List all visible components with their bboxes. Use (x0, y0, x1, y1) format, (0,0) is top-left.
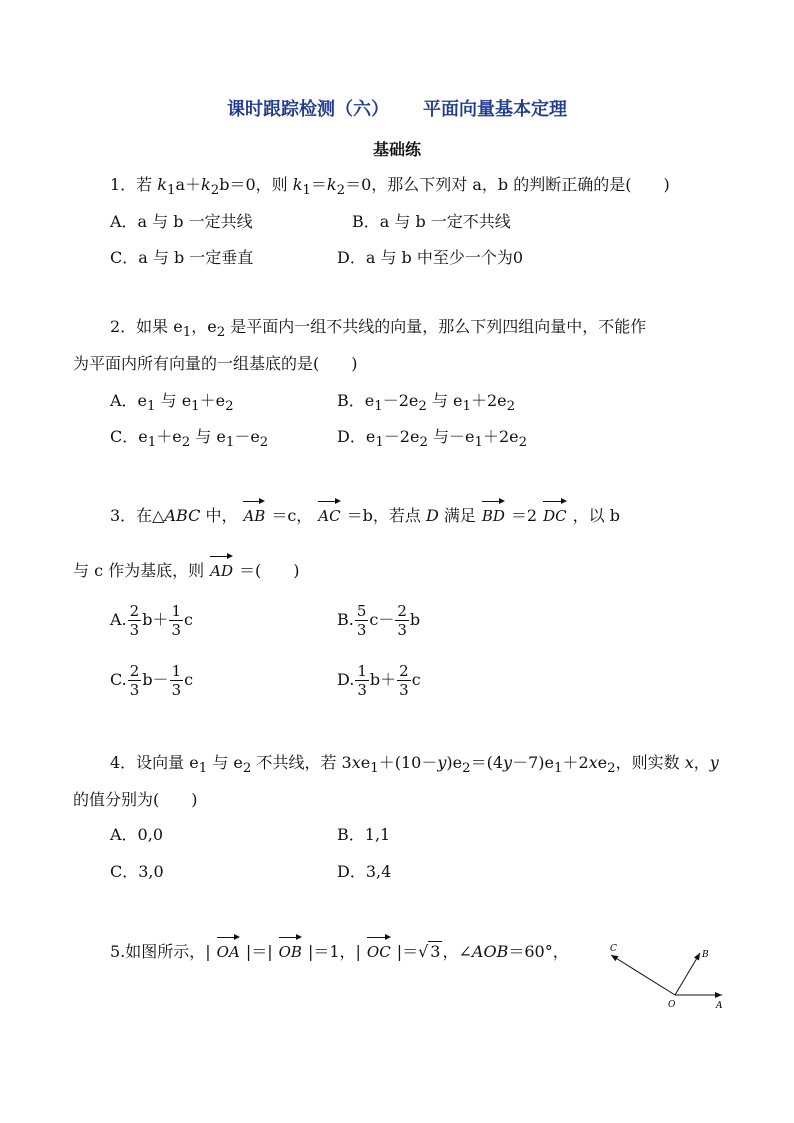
question-2-stem-line2: 为平面内所有向量的一组基底的是( ) (73, 354, 358, 373)
section-heading: 基础练 (372, 140, 421, 159)
label-c: C (610, 944, 617, 954)
vector-figure (600, 935, 740, 1010)
q1-option-a: A．a 与 b 一定共线 (110, 212, 253, 231)
label-o: O (668, 1000, 676, 1010)
q2-option-c: C．$e_1+e_2$ 与 $e_1-e_2$ (110, 427, 269, 451)
q4-option-d: D．3,4 (337, 862, 392, 881)
q3-option-c: C. $\frac{2}{3}$ b－ $\frac{1}{3}$ c (110, 662, 194, 699)
question-2-stem-line1: 2．如果 $e_1$，$e_2$ 是平面内一组不共线的向量，那么下列四组向量中，不能作 (110, 317, 647, 341)
q4-option-a: A．0,0 (110, 825, 164, 844)
vector-bd: BD (482, 501, 505, 527)
q4-option-b: B．1,1 (337, 825, 391, 844)
q2-option-b: B．$e_1-2e_2$ 与 $e_1+2e_2$ (337, 391, 516, 415)
vector-oc: OC (367, 937, 391, 963)
vector-ac: AC (318, 501, 340, 527)
q1-option-b: B．a 与 b 一定不共线 (352, 212, 511, 231)
q2-option-d: D．$e_1-2e_2$ 与$-e_1+2e_2$ (337, 427, 528, 451)
page-title: 课时跟踪检测（六） 平面向量基本定理 (227, 99, 567, 120)
question-3-stem-line2: 与 c 作为基底，则 AD ＝( ) (73, 556, 300, 582)
question-4-stem-line1: 4．设向量 $e_1$ 与 $e_2$ 不共线，若 $3xe_1+(10-y)e_2=(4y-7)e_1+2xe_2$，则实数 x，y (110, 753, 719, 777)
vector-dc: DC (543, 501, 567, 527)
q3-option-a: A. $\frac{2}{3}$ b＋ $\frac{1}{3}$ c (110, 602, 193, 639)
ray-ob (675, 953, 700, 995)
question-1-stem: 1．若 $k_1a+k_2b=0$，则 $k_1=k_2=0$，那么下列对 a，b 的判断正确的是( ) (110, 175, 670, 199)
q3-option-d: D. $\frac{1}{3}$ b＋ $\frac{2}{3}$ c (337, 662, 421, 699)
q1-option-d: D．a 与 b 中至少一个为0 (337, 248, 524, 267)
q1-option-c: C．a 与 b 一定垂直 (110, 248, 254, 267)
square-root: √ 3 (418, 942, 441, 961)
vector-ab: AB (243, 501, 265, 527)
q3-option-b: B. $\frac{5}{3}$ c－ $\frac{2}{3}$ b (337, 602, 421, 639)
q4-option-c: C．3,0 (110, 862, 164, 881)
vector-ad: AD (210, 556, 233, 582)
question-5-stem: 5.如图所示，| OA |＝| OB |＝1，| OC |＝√ 3 ，∠AOB＝60°， (110, 937, 569, 963)
question-3-stem-line1: 3．在△ABC 中， AB ＝c， AC ＝b，若点 D 满足 BD ＝2 DC ，以 b (110, 501, 620, 527)
label-a: A (716, 1001, 723, 1010)
question-4-stem-line2: 的值分别为( ) (73, 790, 198, 809)
vector-ob: OB (279, 937, 302, 963)
vector-oa: OA (217, 937, 240, 963)
q2-option-a: A．$e_1$ 与 $e_1+e_2$ (110, 391, 234, 415)
ray-oc (611, 955, 675, 995)
label-b: B (702, 950, 709, 960)
